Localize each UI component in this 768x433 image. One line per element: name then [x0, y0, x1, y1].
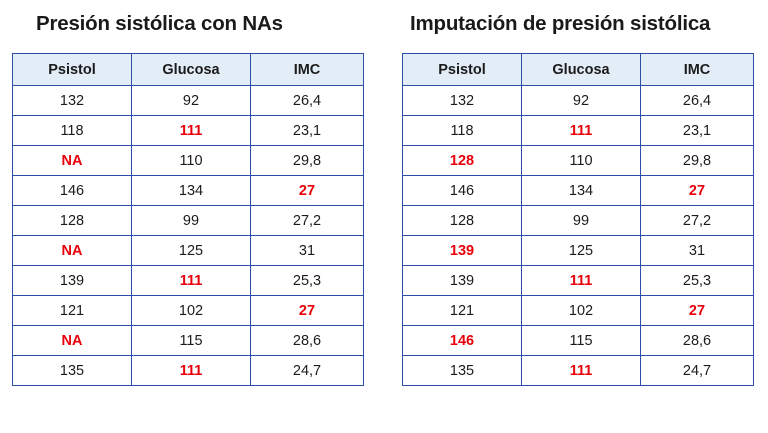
table-imputed-values: [402, 53, 754, 386]
cell-psistol: 132: [403, 86, 522, 116]
cell-imc: 27,2: [251, 206, 364, 236]
cell-imc: 27: [251, 296, 364, 326]
column-header-glucosa: Glucosa: [522, 54, 641, 86]
cell-psistol: 135: [403, 356, 522, 386]
table-header-right: [403, 54, 754, 86]
table-missing-values: [12, 53, 364, 386]
cell-glucosa: 92: [522, 86, 641, 116]
cell-glucosa: 111: [522, 266, 641, 296]
cell-psistol: 118: [13, 116, 132, 146]
table-header-left: [13, 54, 364, 86]
cell-psistol: 139: [13, 266, 132, 296]
page-title-left: Presión sistólica con NAs: [36, 12, 283, 35]
cell-imc: 23,1: [641, 116, 754, 146]
table-row: [403, 296, 754, 326]
cell-psistol: 128: [403, 146, 522, 176]
cell-psistol: NA: [13, 146, 132, 176]
table-row: [403, 356, 754, 386]
cell-psistol: 146: [403, 326, 522, 356]
cell-imc: 27: [641, 296, 754, 326]
panel-imputed-values: [384, 0, 768, 433]
cell-psistol: NA: [13, 236, 132, 266]
table-row: [13, 266, 364, 296]
cell-imc: 29,8: [251, 146, 364, 176]
table-header-row: [13, 54, 364, 86]
table-row: [13, 326, 364, 356]
cell-glucosa: 115: [522, 326, 641, 356]
column-header-imc: IMC: [251, 54, 364, 86]
cell-psistol: 135: [13, 356, 132, 386]
table-row: [13, 116, 364, 146]
cell-glucosa: 125: [132, 236, 251, 266]
cell-psistol: 121: [13, 296, 132, 326]
cell-psistol: 139: [403, 236, 522, 266]
cell-glucosa: 99: [522, 206, 641, 236]
cell-glucosa: 111: [132, 116, 251, 146]
table-row: [13, 356, 364, 386]
table-row: [13, 236, 364, 266]
column-header-psistol: Psistol: [403, 54, 522, 86]
cell-glucosa: 111: [522, 116, 641, 146]
cell-glucosa: 125: [522, 236, 641, 266]
table-row: [403, 266, 754, 296]
table-row: [403, 176, 754, 206]
table-row: [403, 236, 754, 266]
table-row: [403, 206, 754, 236]
table-row: [403, 86, 754, 116]
cell-glucosa: 134: [522, 176, 641, 206]
cell-psistol: 146: [13, 176, 132, 206]
cell-imc: 29,8: [641, 146, 754, 176]
cell-psistol: 132: [13, 86, 132, 116]
table-body-right: [403, 86, 754, 386]
cell-glucosa: 110: [132, 146, 251, 176]
cell-glucosa: 134: [132, 176, 251, 206]
cell-imc: 28,6: [251, 326, 364, 356]
cell-imc: 26,4: [641, 86, 754, 116]
cell-glucosa: 102: [522, 296, 641, 326]
cell-imc: 24,7: [251, 356, 364, 386]
cell-psistol: 139: [403, 266, 522, 296]
table-row: [13, 296, 364, 326]
cell-glucosa: 111: [132, 356, 251, 386]
column-header-psistol: Psistol: [13, 54, 132, 86]
cell-imc: 25,3: [641, 266, 754, 296]
cell-psistol: 121: [403, 296, 522, 326]
table-row: [403, 326, 754, 356]
table-row: [13, 206, 364, 236]
cell-psistol: 128: [13, 206, 132, 236]
cell-glucosa: 110: [522, 146, 641, 176]
cell-glucosa: 92: [132, 86, 251, 116]
table-header-row: [403, 54, 754, 86]
cell-imc: 24,7: [641, 356, 754, 386]
cell-glucosa: 99: [132, 206, 251, 236]
cell-imc: 27,2: [641, 206, 754, 236]
cell-imc: 25,3: [251, 266, 364, 296]
cell-imc: 26,4: [251, 86, 364, 116]
cell-psistol: 146: [403, 176, 522, 206]
table-row: [403, 116, 754, 146]
cell-glucosa: 115: [132, 326, 251, 356]
column-header-imc: IMC: [641, 54, 754, 86]
cell-imc: 27: [641, 176, 754, 206]
cell-imc: 23,1: [251, 116, 364, 146]
cell-psistol: 128: [403, 206, 522, 236]
cell-glucosa: 111: [132, 266, 251, 296]
cell-psistol: 118: [403, 116, 522, 146]
table-row: [403, 146, 754, 176]
table-row: [13, 176, 364, 206]
column-header-glucosa: Glucosa: [132, 54, 251, 86]
cell-imc: 31: [641, 236, 754, 266]
cell-imc: 28,6: [641, 326, 754, 356]
table-body-left: [13, 86, 364, 386]
cell-psistol: NA: [13, 326, 132, 356]
page-title-right: Imputación de presión sistólica: [410, 12, 711, 35]
cell-glucosa: 102: [132, 296, 251, 326]
cell-glucosa: 111: [522, 356, 641, 386]
cell-imc: 31: [251, 236, 364, 266]
table-row: [13, 86, 364, 116]
table-row: [13, 146, 364, 176]
cell-imc: 27: [251, 176, 364, 206]
